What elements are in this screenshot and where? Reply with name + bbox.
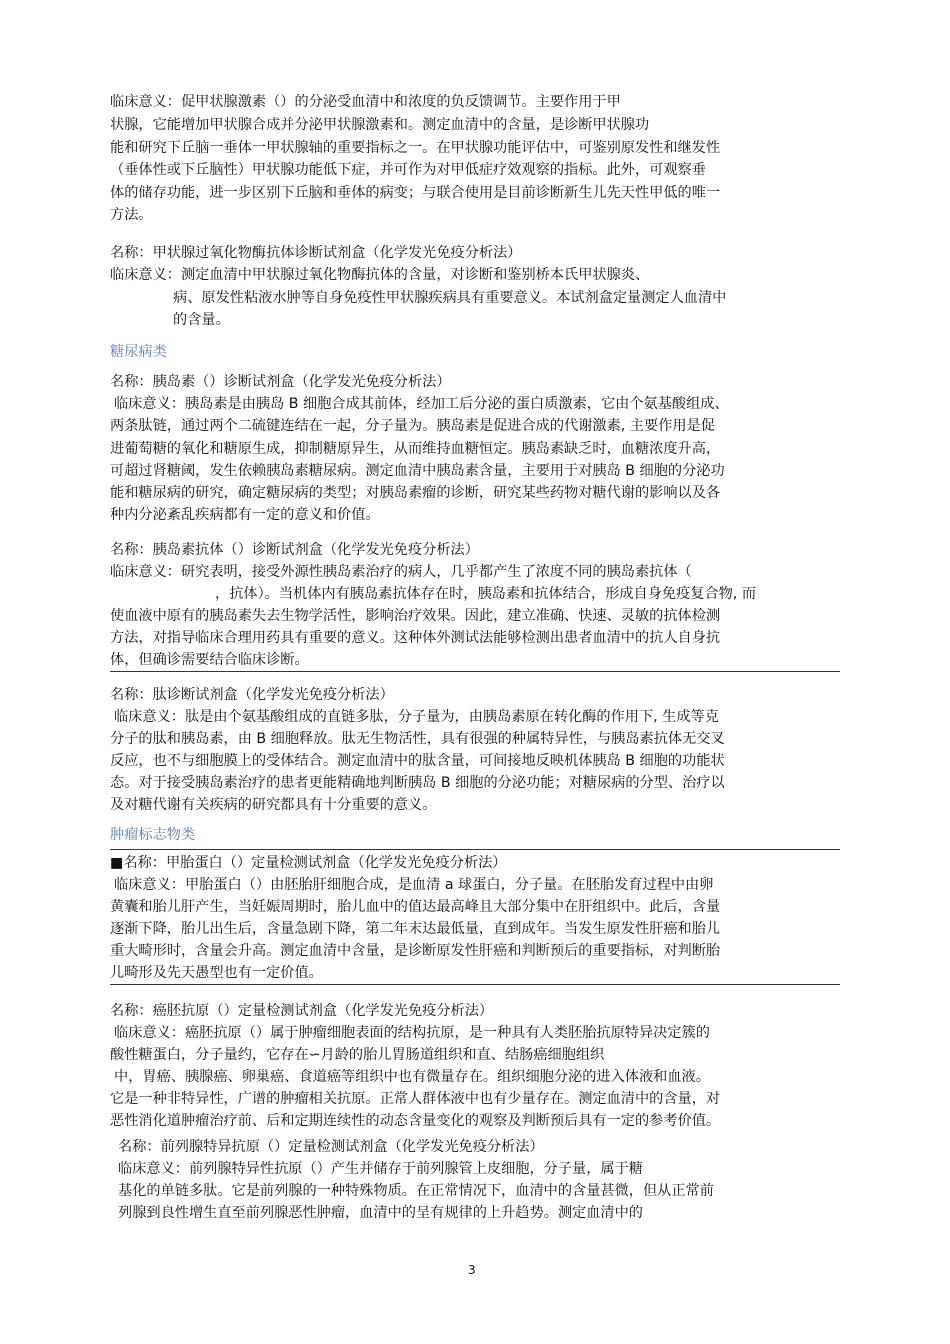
insulin-antibody-name: 名称：胰岛素抗体（）诊断试剂盒（化学发光免疫分析法） — [110, 542, 479, 558]
psa-line-3: 列腺到良性增生直至前列腺恶性肿瘤，血清中的呈有规律的上升趋势。测定血清中的 — [118, 1205, 643, 1221]
c-peptide-name: 名称：肽诊断试剂盒（化学发光免疫分析法） — [110, 687, 394, 703]
tsh-line-1: 临床意义：促甲状腺激素（）的分泌受血清中和浓度的负反馈调节。主要作用于甲 — [110, 94, 621, 110]
section-heading-diabetes: 糖尿病类 — [110, 344, 167, 360]
insulin-name: 名称：胰岛素（）诊断试剂盒（化学发光免疫分析法） — [110, 374, 451, 390]
insulin-line-1: 临床意义：胰岛素是由胰岛 B 细胞合成其前体，经加工后分泌的蛋白质激素，它由个氨基酸组成、 — [114, 396, 729, 412]
c-peptide-line-5: 及对糖代谢有关疾病的研究都具有十分重要的意义。 — [110, 797, 437, 813]
tpo-line-2: 病、原发性粘液水肿等自身免疫性甲状腺疾病具有重要意义。本试剂盒定量测定人血清中 — [173, 290, 727, 306]
psa-line-1: 临床意义：前列腺特异性抗原（）产生并储存于前列腺管上皮细胞，分子量，属于糖 — [118, 1161, 643, 1177]
psa-line-2: 基化的单链多肽。它是前列腺的一种特殊物质。在正常情况下，血清中的含量甚微，但从正常前 — [118, 1183, 714, 1199]
tpo-line-1: 临床意义：测定血清中甲状腺过氧化物酶抗体的含量，对诊断和鉴别桥本氏甲状腺炎、 — [110, 267, 650, 283]
divider — [110, 671, 840, 672]
cea-line-1: 临床意义：癌胚抗原（）属于肿瘤细胞表面的结构抗原，是一种具有人类胚胎抗原特异决定簇的 — [114, 1025, 710, 1041]
afp-line-3: 逐渐下降，胎儿出生后，含量急剧下降，第二年末达最低量，直到成年。当发生原发性肝癌和胎儿 — [110, 921, 721, 937]
psa-name: 名称：前列腺特异抗原（）定量检测试剂盒（化学发光免疫分析法） — [118, 1139, 544, 1155]
afp-line-5: 儿畸形及先天愚型也有一定价值。 — [110, 965, 323, 981]
insulin-antibody-line-1: 临床意义：研究表明，接受外源性胰岛素治疗的病人，几乎都产生了浓度不同的胰岛素抗体（ — [110, 564, 692, 580]
insulin-line-6: 种内分泌紊乱疾病都有一定的意义和价值。 — [110, 507, 380, 523]
afp-line-4: 重大畸形时，含量会升高。测定血清中含量，是诊断原发性肝癌和判断预后的重要指标，对判断胎 — [110, 943, 721, 959]
insulin-antibody-line-3: 使血液中原有的胰岛素失去生物学活性，影响治疗效果。因此，建立准确、快速、灵敏的抗体检测 — [110, 608, 721, 624]
c-peptide-line-3: 反应，也不与细胞膜上的受体结合。测定血清中的肽含量，可间接地反映机体胰岛 B 细胞的功能状 — [110, 753, 725, 769]
page-number: 3 — [468, 1263, 476, 1277]
section-heading-tumor: 肿瘤标志物类 — [110, 827, 196, 843]
cea-name: 名称：癌胚抗原（）定量检测试剂盒（化学发光免疫分析法） — [110, 1003, 494, 1019]
tsh-line-2: 状腺，它能增加甲状腺合成并分泌甲状腺激素和。测定血清中的含量，是诊断甲状腺功 — [110, 117, 650, 133]
insulin-antibody-line-4: 方法，对指导临床合理用药具有重要的意义。这种体外测试法能够检测出患者血清中的抗人自身抗 — [110, 630, 721, 646]
tpo-name: 名称：甲状腺过氧化物酶抗体诊断试剂盒（化学发光免疫分析法） — [110, 245, 522, 261]
cea-line-5: 恶性消化道肿瘤治疗前、后和定期连续性的动态含量变化的观察及判断预后具有一定的参考价值。 — [110, 1113, 721, 1129]
tsh-line-3: 能和研究下丘脑一垂体一甲状腺轴的重要指标之一。在甲状腺功能评估中，可鉴别原发性和继发性 — [110, 140, 721, 156]
insulin-line-4: 可超过肾糖阈，发生依赖胰岛素糖尿病。测定血清中胰岛素含量，主要用于对胰岛 B 细胞的分泌功 — [110, 463, 725, 479]
tpo-line-3: 的含量。 — [173, 312, 230, 328]
insulin-antibody-line-5: 体，但确诊需要结合临床诊断。 — [110, 652, 309, 668]
cea-line-3: 中，胃癌、胰腺癌、卵巢癌、食道癌等组织中也有微量存在。组织细胞分泌的进入体液和血液。 — [114, 1069, 710, 1085]
c-peptide-line-4: 态。对于接受胰岛素治疗的患者更能精确地判断胰岛 B 细胞的分泌功能；对糖尿病的分型、治疗以 — [110, 775, 725, 791]
afp-name: ■名称：甲胎蛋白（）定量检测试剂盒（化学发光免疫分析法） — [110, 855, 507, 871]
cea-line-4: 它是一种非特异性，广谱的肿瘤相关抗原。正常人群体液中也有少量存在。测定血清中的含量，对 — [110, 1091, 721, 1107]
c-peptide-line-2: 分子的肽和胰岛素，由 B 细胞释放。肽无生物活性，具有很强的种属特异性，与胰岛素抗体无交叉 — [110, 731, 725, 747]
insulin-line-5: 能和糖尿病的研究，确定糖尿病的类型；对胰岛素瘤的诊断，研究某些药物对糖代谢的影响以及各 — [110, 485, 721, 501]
divider — [110, 849, 840, 850]
afp-line-1: 临床意义：甲胎蛋白（）由胚胎肝细胞合成，是血清 a 球蛋白，分子量。在胚胎发育过程中由卵 — [114, 877, 714, 893]
insulin-line-2: 两条肽链，通过两个二硫键连结在一起，分子量为。胰岛素是促进合成的代谢激素, 主要作用是促 — [110, 418, 715, 434]
insulin-antibody-line-2: ，抗体）。当机体内有胰岛素抗体存在时，胰岛素和抗体结合，形成自身免疫复合物, 而 — [215, 586, 757, 602]
cea-line-2: 酸性糖蛋白，分子量约，它存在∽月龄的胎儿胃肠道组织和直、结肠癌细胞组织 — [110, 1047, 605, 1063]
c-peptide-line-1: 临床意义：肽是由个氨基酸组成的直链多肽，分子量为，由胰岛素原在转化酶的作用下, 生成等克 — [114, 709, 719, 725]
afp-line-2: 黄囊和胎儿肝产生，当妊娠周期时，胎儿血中的值达最高峰且大部分集中在肝组织中。此后，含量 — [110, 899, 721, 915]
divider — [110, 984, 840, 985]
insulin-line-3: 进葡萄糖的氧化和糖原生成，抑制糖原异生，从而维持血糖恒定。胰岛素缺乏时，血糖浓度升高， — [110, 441, 721, 457]
tsh-line-6: 方法。 — [110, 207, 153, 223]
tsh-line-5: 体的储存功能，进一步区别下丘脑和垂体的病变；与联合使用是目前诊断新生儿先天性甲低的唯一 — [110, 185, 721, 201]
tsh-line-4: （垂体性或下丘脑性）甲状腺功能低下症，并可作为对甲低症疗效观察的指标。此外，可观察垂 — [110, 162, 706, 178]
